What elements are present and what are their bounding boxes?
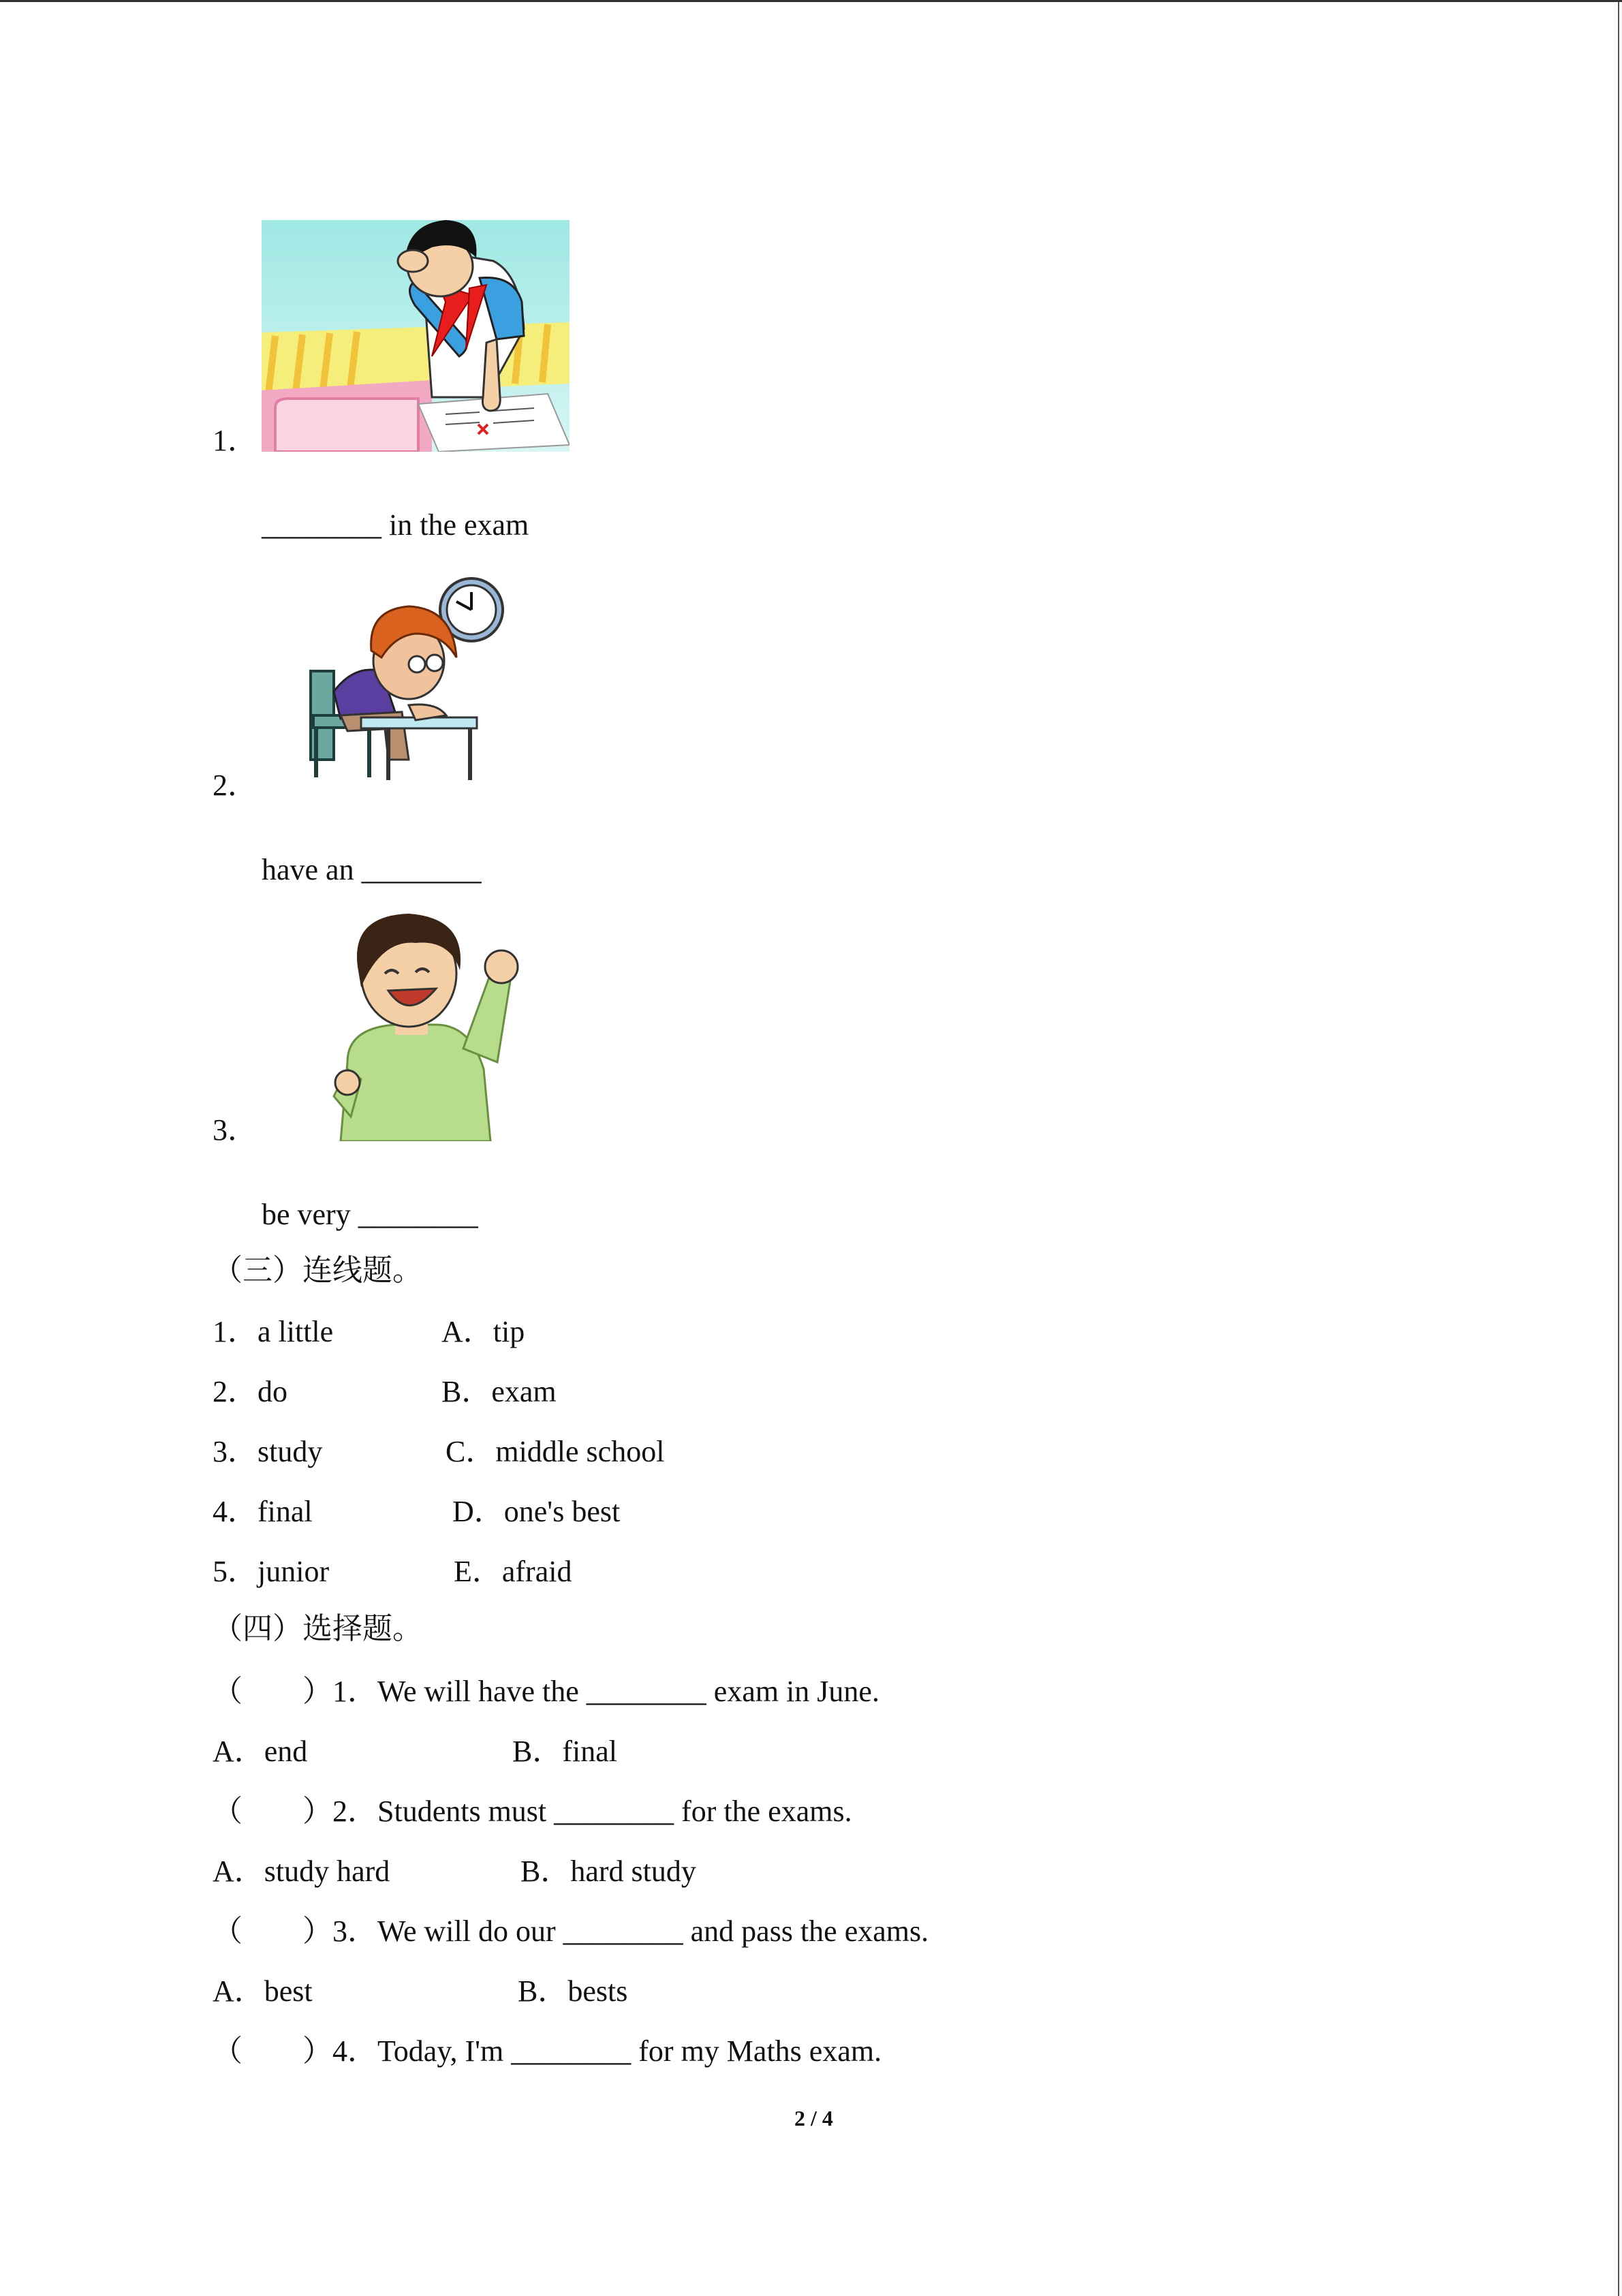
match-left-item: 1．a little [213, 1315, 334, 1348]
blank-phrase: ________ in the exam [262, 508, 529, 542]
match-left-item: 2．do [213, 1375, 287, 1408]
option-a: A．best [213, 1974, 313, 2008]
boy-writing-exam-clock-image [307, 576, 508, 781]
boy-cheering-happy-image [320, 912, 522, 1141]
option-b: B．hard study [520, 1855, 696, 1888]
section-heading: （四）选择题。 [213, 1612, 422, 1645]
option-b: B．bests [518, 1974, 628, 2008]
match-right-item: A．tip [441, 1315, 525, 1348]
blank-phrase: be very ________ [262, 1198, 478, 1231]
page-number: 2 / 4 [794, 2106, 833, 2130]
match-right-item: C．middle school [446, 1435, 665, 1468]
option-a: A．end [213, 1735, 308, 1768]
match-left-item: 3．study [213, 1435, 323, 1468]
option-a: A．study hard [213, 1855, 390, 1888]
section-heading: （三）连线题。 [213, 1254, 422, 1287]
question-stem: （ ）3．We will do our ________ and pass the exams. [213, 1914, 929, 1948]
option-b: B．final [512, 1735, 617, 1768]
item-number: 2． [213, 769, 258, 802]
match-right-item: B．exam [441, 1375, 557, 1408]
match-right-item: D．one's best [452, 1495, 621, 1528]
match-left-item: 4．final [213, 1495, 313, 1528]
item-number: 3． [213, 1113, 258, 1147]
blank-phrase: have an ________ [262, 853, 482, 886]
match-right-item: E．afraid [454, 1555, 572, 1588]
question-stem: （ ）1．We will have the ________ exam in June. [213, 1675, 879, 1708]
match-left-item: 5．junior [213, 1555, 330, 1588]
question-stem: （ ）2．Students must ________ for the exams. [213, 1795, 852, 1828]
page-border [1618, 2, 1619, 2296]
item-number: 1． [213, 424, 258, 457]
question-stem: （ ）4．Today, I'm ________ for my Maths exam. [213, 2034, 882, 2068]
boy-worried-exam-paper-image [262, 220, 570, 452]
